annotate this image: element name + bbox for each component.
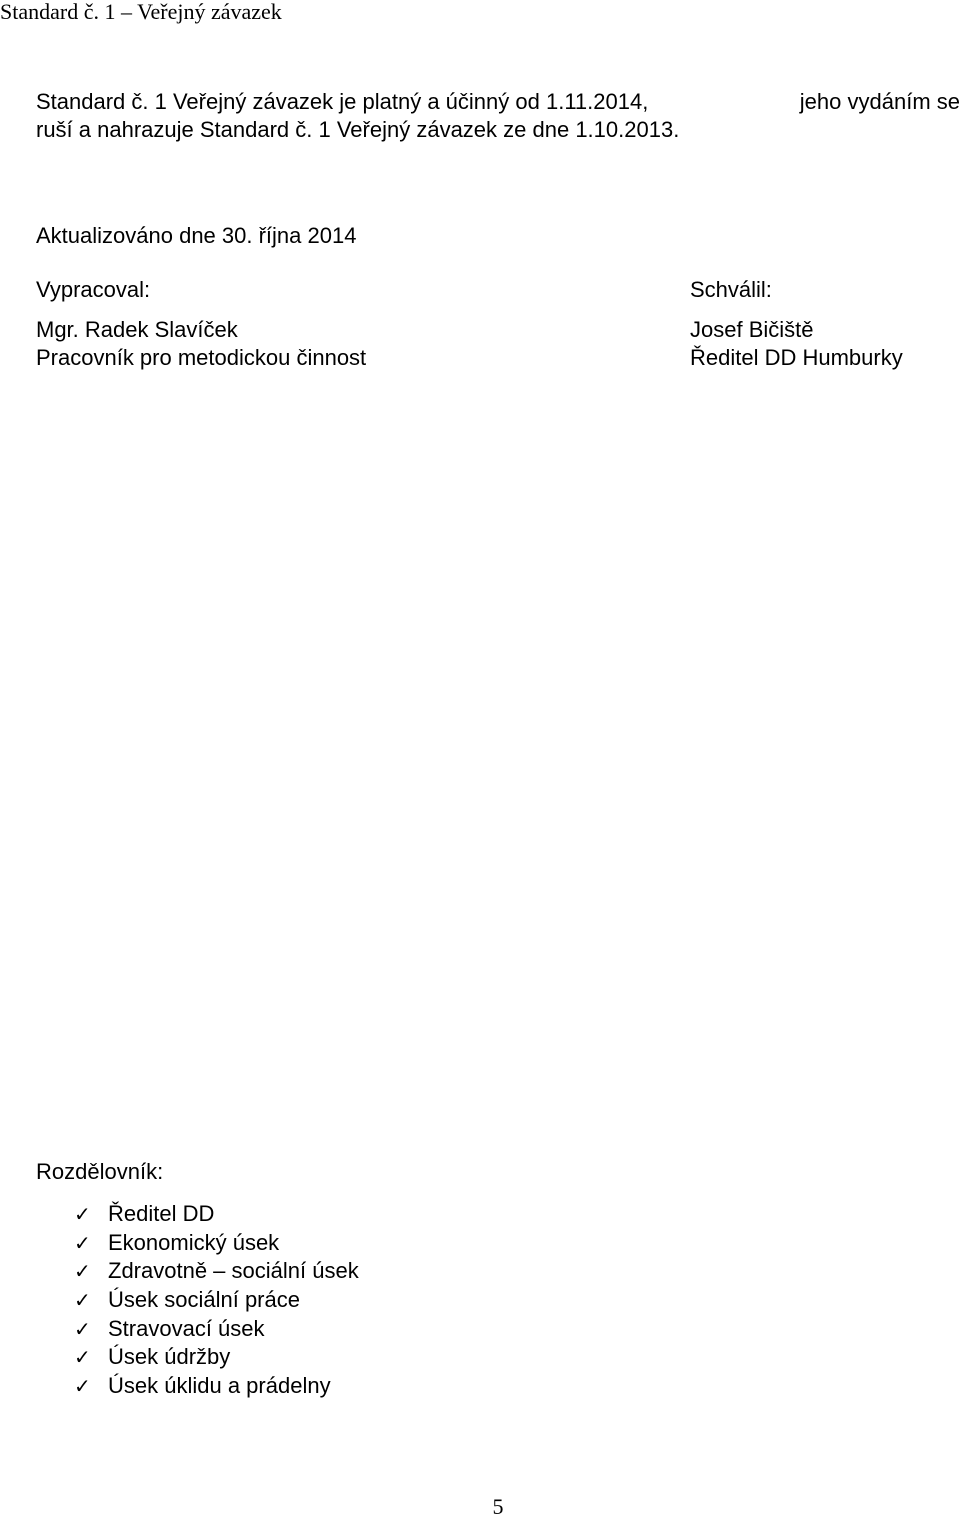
approved-by-block: [690, 276, 903, 372]
intro-line-1-left: Standard č. 1 Veřejný závazek je platný a účinný od 1.11.2014,: [36, 89, 649, 114]
list-item: [36, 1372, 359, 1401]
check-icon: ✓: [74, 1345, 91, 1370]
intro-paragraph: [36, 88, 960, 144]
check-icon: ✓: [74, 1316, 91, 1341]
check-icon: ✓: [74, 1373, 91, 1398]
page-number: 5: [492, 1494, 504, 1519]
list-item-label: Ekonomický úsek: [108, 1229, 280, 1255]
approved-by-name: Josef Bičiště: [690, 317, 814, 342]
list-item: [36, 1200, 359, 1229]
list-item: [36, 1314, 359, 1343]
prepared-by-caption: Vypracoval:: [36, 277, 151, 302]
distribution-list: [36, 1200, 359, 1400]
list-item: [36, 1229, 359, 1258]
list-item-label: Stravovací úsek: [108, 1315, 265, 1341]
updated-date: Aktualizováno dne 30. října 2014: [36, 223, 357, 248]
intro-line-1-right: jeho vydáním se: [799, 89, 960, 114]
distribution-title: Rozdělovník:: [36, 1159, 164, 1184]
approved-by-role: Ředitel DD Humburky: [690, 345, 903, 370]
list-item-label: Úsek sociální práce: [108, 1287, 300, 1313]
check-icon: ✓: [74, 1288, 91, 1313]
approved-by-caption: Schválil:: [690, 277, 772, 302]
list-item: [36, 1257, 359, 1286]
list-item-label: Ředitel DD: [108, 1201, 215, 1227]
list-item: [36, 1343, 359, 1372]
check-icon: ✓: [74, 1230, 91, 1255]
list-item: [36, 1286, 359, 1315]
prepared-by-name: Mgr. Radek Slavíček: [36, 317, 238, 342]
check-icon: ✓: [74, 1202, 91, 1227]
list-item-label: Úsek úklidu a prádelny: [108, 1372, 331, 1398]
prepared-by-block: [36, 276, 366, 372]
check-icon: ✓: [74, 1259, 91, 1284]
distribution-list-section: [36, 1158, 359, 1400]
list-item-label: Zdravotně – sociální úsek: [108, 1258, 359, 1284]
intro-line-1: [36, 88, 960, 116]
list-item-label: Úsek údržby: [108, 1344, 231, 1370]
prepared-by-role: Pracovník pro metodickou činnost: [36, 345, 367, 370]
document-header-title: Standard č. 1 – Veřejný závazek: [0, 0, 282, 24]
intro-line-2: ruší a nahrazuje Standard č. 1 Veřejný závazek ze dne 1.10.2013.: [36, 117, 680, 142]
